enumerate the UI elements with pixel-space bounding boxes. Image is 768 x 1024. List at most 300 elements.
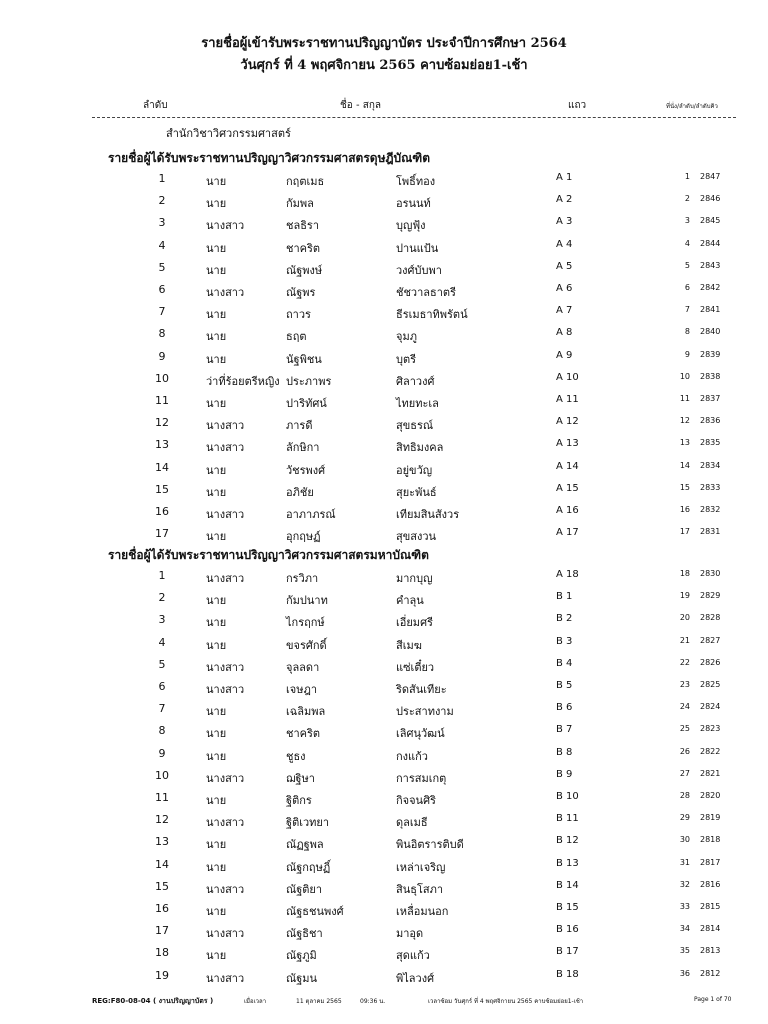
seat-number: 29 xyxy=(679,813,690,822)
row-number: 11 xyxy=(155,394,169,407)
first-name: ณัฏฐพล xyxy=(286,838,324,851)
seat-number: 12 xyxy=(679,416,690,425)
first-name: ชาคริต xyxy=(286,242,321,255)
queue-code: 2828 xyxy=(700,613,721,622)
row-number: 7 xyxy=(158,305,166,318)
list-item xyxy=(0,946,768,966)
seat-number: 23 xyxy=(679,680,690,689)
list-item xyxy=(0,261,768,281)
seat-number: 27 xyxy=(679,769,690,778)
seat-row: A 9 xyxy=(556,350,573,361)
seat-number: 33 xyxy=(679,902,690,911)
name-prefix: นางสาว xyxy=(206,972,245,985)
last-name: จุมภู xyxy=(396,330,417,343)
last-name: ชัชวาลธาตรี xyxy=(396,286,456,299)
seat-number: 16 xyxy=(679,505,690,514)
name-prefix: นาย xyxy=(206,750,227,763)
queue-code: 2831 xyxy=(700,527,721,536)
printed-label: เมื่อเวลา xyxy=(244,998,267,1005)
last-name: ริดสันเทียะ xyxy=(396,683,447,696)
seat-row: A 13 xyxy=(556,438,579,449)
last-name: เหล่าเจริญ xyxy=(396,861,446,874)
list-item xyxy=(0,969,768,989)
column-header-name: ชื่อ - สกุล xyxy=(340,100,382,111)
row-number: 16 xyxy=(155,902,169,915)
column-header-order: ลำดับ xyxy=(143,100,168,111)
list-item xyxy=(0,569,768,589)
last-name: อยู่ขวัญ xyxy=(396,464,433,477)
first-name: กฤตเมธ xyxy=(286,175,325,188)
seat-number: 30 xyxy=(679,835,690,844)
name-prefix: นาย xyxy=(206,639,227,652)
row-number: 13 xyxy=(155,438,169,451)
row-number: 17 xyxy=(155,527,169,540)
list-item xyxy=(0,505,768,525)
name-prefix: นางสาว xyxy=(206,219,245,232)
last-name: สีเมฆ xyxy=(396,639,422,652)
list-item xyxy=(0,880,768,900)
column-header-row: แถว xyxy=(568,100,587,111)
name-prefix: นางสาว xyxy=(206,772,245,785)
row-number: 2 xyxy=(158,194,166,207)
printed-time: 09:36 น. xyxy=(360,998,386,1005)
last-name: กงแก้ว xyxy=(396,750,428,763)
name-prefix: นาย xyxy=(206,530,227,543)
last-name: สุขสงวน xyxy=(396,530,437,543)
name-prefix: นาย xyxy=(206,727,227,740)
first-name: ชลธิรา xyxy=(286,219,320,232)
name-prefix: นางสาว xyxy=(206,883,245,896)
seat-row: A 7 xyxy=(556,305,573,316)
first-name: ปาริทัศน์ xyxy=(286,397,327,410)
last-name: เอี่ยมศรี xyxy=(396,616,433,629)
seat-row: A 5 xyxy=(556,261,573,272)
seat-row: A 6 xyxy=(556,283,573,294)
list-item xyxy=(0,527,768,547)
first-name: ฌฐิษา xyxy=(286,772,315,785)
first-name: ฐิติเวทยา xyxy=(286,816,330,829)
first-name: ธฤต xyxy=(286,330,307,343)
row-number: 12 xyxy=(155,813,169,826)
faculty-name: สำนักวิชาวิศวกรรมศาสตร์ xyxy=(166,127,291,140)
queue-code: 2818 xyxy=(700,835,721,844)
list-item xyxy=(0,769,768,789)
list-item xyxy=(0,680,768,700)
last-name: สุยะพันธ์ xyxy=(396,486,437,499)
queue-code: 2820 xyxy=(700,791,721,800)
seat-number: 20 xyxy=(679,613,690,622)
row-number: 7 xyxy=(158,702,166,715)
queue-code: 2834 xyxy=(700,461,721,470)
first-name: ณัฐพร xyxy=(286,286,316,299)
last-name: ศิลาวงศ์ xyxy=(396,375,435,388)
first-name: ณัฐภูมิ xyxy=(286,949,317,962)
page-number: Page 1 of 70 xyxy=(694,996,732,1003)
seat-number: 3 xyxy=(684,216,690,225)
queue-code: 2839 xyxy=(700,350,721,359)
queue-code: 2843 xyxy=(700,261,721,270)
queue-code: 2846 xyxy=(700,194,721,203)
row-number: 10 xyxy=(155,372,169,385)
queue-code: 2819 xyxy=(700,813,721,822)
name-prefix: นาย xyxy=(206,242,227,255)
name-prefix: นาย xyxy=(206,594,227,607)
queue-code: 2812 xyxy=(700,969,721,978)
last-name: วงศ์บับพา xyxy=(396,264,442,277)
seat-number: 32 xyxy=(679,880,690,889)
list-item xyxy=(0,902,768,922)
queue-code: 2838 xyxy=(700,372,721,381)
row-number: 13 xyxy=(155,835,169,848)
seat-row: A 18 xyxy=(556,569,579,580)
row-number: 15 xyxy=(155,483,169,496)
last-name: ดุลเมธี xyxy=(396,816,428,829)
seat-row: B 13 xyxy=(556,858,579,869)
last-name: เทียมสินสังวร xyxy=(396,508,460,521)
row-number: 14 xyxy=(155,858,169,871)
queue-code: 2814 xyxy=(700,924,721,933)
name-prefix: นางสาว xyxy=(206,683,245,696)
name-prefix: นาย xyxy=(206,705,227,718)
seat-row: B 18 xyxy=(556,969,579,980)
document-subtitle: วันศุกร์ ที่ 4 พฤศจิกายน 2565 คาบซ้อมย่อย1-เช้า xyxy=(240,58,528,73)
seat-row: B 11 xyxy=(556,813,579,824)
seat-row: B 6 xyxy=(556,702,573,713)
first-name: นัฐพิชน xyxy=(286,353,322,366)
seat-row: A 2 xyxy=(556,194,573,205)
seat-row: A 17 xyxy=(556,527,579,538)
seat-number: 28 xyxy=(679,791,690,800)
name-prefix: นาย xyxy=(206,353,227,366)
form-code: REG:F80-08-04 ( งานปริญญาบัตร ) xyxy=(92,997,214,1005)
queue-code: 2845 xyxy=(700,216,721,225)
list-item xyxy=(0,350,768,370)
list-item xyxy=(0,394,768,414)
seat-number: 24 xyxy=(679,702,690,711)
list-item xyxy=(0,283,768,303)
seat-number: 9 xyxy=(684,350,690,359)
name-prefix: นางสาว xyxy=(206,508,245,521)
last-name: พิไลวงศ์ xyxy=(396,972,435,985)
queue-code: 2829 xyxy=(700,591,721,600)
last-name: ไทยทะเล xyxy=(396,397,439,410)
last-name: บุญฟุ้ง xyxy=(396,219,426,232)
row-number: 9 xyxy=(158,747,166,760)
list-item xyxy=(0,747,768,767)
section-title: รายชื่อผู้ได้รับพระราชทานปริญญาวิศวกรรมศาสตรดุษฎีบัณฑิต xyxy=(108,151,431,165)
queue-code: 2833 xyxy=(700,483,721,492)
seat-row: B 9 xyxy=(556,769,573,780)
first-name: ชาคริต xyxy=(286,727,321,740)
row-number: 5 xyxy=(158,261,166,274)
row-number: 3 xyxy=(158,613,166,626)
row-number: 19 xyxy=(155,969,169,982)
first-name: วัชรพงศ์ xyxy=(286,464,326,477)
name-prefix: ว่าที่ร้อยตรีหญิง xyxy=(206,375,280,388)
last-name: สินธุโสภา xyxy=(396,883,443,896)
list-item xyxy=(0,483,768,503)
seat-number: 8 xyxy=(684,327,690,336)
name-prefix: นาย xyxy=(206,175,227,188)
first-name: ฐิติกร xyxy=(286,794,312,807)
first-name: ณัฐธชนพงศ์ xyxy=(286,905,344,918)
first-name: ภารดี xyxy=(286,419,313,432)
name-prefix: นาย xyxy=(206,905,227,918)
seat-row: A 11 xyxy=(556,394,579,405)
seat-row: A 8 xyxy=(556,327,573,338)
list-item xyxy=(0,813,768,833)
name-prefix: นางสาว xyxy=(206,816,245,829)
seat-row: A 3 xyxy=(556,216,573,227)
row-number: 8 xyxy=(158,327,166,340)
name-prefix: นาย xyxy=(206,949,227,962)
queue-code: 2835 xyxy=(700,438,721,447)
seat-row: A 14 xyxy=(556,461,579,472)
seat-row: A 16 xyxy=(556,505,579,516)
seat-number: 13 xyxy=(679,438,690,447)
list-item xyxy=(0,858,768,878)
seat-number: 18 xyxy=(679,569,690,578)
first-name: จุลลดา xyxy=(286,661,320,674)
name-prefix: นางสาว xyxy=(206,419,245,432)
seat-number: 6 xyxy=(684,283,690,292)
row-number: 6 xyxy=(158,283,166,296)
row-number: 1 xyxy=(158,569,166,582)
row-number: 3 xyxy=(158,216,166,229)
queue-code: 2847 xyxy=(700,172,721,181)
seat-row: B 7 xyxy=(556,724,573,735)
seat-number: 7 xyxy=(684,305,690,314)
list-item xyxy=(0,416,768,436)
session-info: เวลาซ้อม วันศุกร์ ที่ 4 พฤศจิกายน 2565 คาบซ้อมย่อย1-เช้า xyxy=(428,998,584,1005)
section-title: รายชื่อผู้ได้รับพระราชทานปริญญาวิศวกรรมศาสตรมหาบัณฑิต xyxy=(108,548,429,562)
row-number: 10 xyxy=(155,769,169,782)
first-name: ชูธง xyxy=(286,750,306,763)
seat-number: 5 xyxy=(684,261,690,270)
queue-code: 2827 xyxy=(700,636,721,645)
queue-code: 2837 xyxy=(700,394,721,403)
queue-code: 2844 xyxy=(700,239,721,248)
first-name: ไกรฤกษ์ xyxy=(286,616,325,629)
last-name: การสมเกตุ xyxy=(396,772,447,785)
seat-row: A 12 xyxy=(556,416,579,427)
queue-code: 2821 xyxy=(700,769,721,778)
list-item xyxy=(0,461,768,481)
queue-code: 2822 xyxy=(700,747,721,756)
name-prefix: นางสาว xyxy=(206,286,245,299)
last-name: มาอุด xyxy=(396,927,424,940)
first-name: ขจรศักดิ์ xyxy=(286,639,327,652)
row-number: 14 xyxy=(155,461,169,474)
first-name: ณัฐติยา xyxy=(286,883,323,896)
list-item xyxy=(0,702,768,722)
first-name: ณัฐพงษ์ xyxy=(286,264,323,277)
printed-date: 11 ตุลาคม 2565 xyxy=(296,998,342,1005)
first-name: ลักษิกา xyxy=(286,441,320,454)
row-number: 2 xyxy=(158,591,166,604)
seat-row: B 2 xyxy=(556,613,573,624)
seat-number: 34 xyxy=(679,924,690,933)
seat-number: 14 xyxy=(679,461,690,470)
seat-row: A 15 xyxy=(556,483,579,494)
list-item xyxy=(0,835,768,855)
name-prefix: นางสาว xyxy=(206,572,245,585)
name-prefix: นางสาว xyxy=(206,927,245,940)
document-title: รายชื่อผู้เข้ารับพระราชทานปริญญาบัตร ประจำปีการศึกษา 2564 xyxy=(201,36,567,51)
seat-row: A 4 xyxy=(556,239,573,250)
first-name: อุกฤษฏ์ xyxy=(286,530,321,543)
row-number: 1 xyxy=(158,172,166,185)
first-name: ประภาพร xyxy=(286,375,332,388)
first-name: กรวิภา xyxy=(286,572,319,585)
name-prefix: นาย xyxy=(206,264,227,277)
row-number: 11 xyxy=(155,791,169,804)
seat-number: 2 xyxy=(684,194,690,203)
queue-code: 2823 xyxy=(700,724,721,733)
row-number: 5 xyxy=(158,658,166,671)
list-item xyxy=(0,216,768,236)
seat-row: A 10 xyxy=(556,372,579,383)
last-name: ประสาทงาม xyxy=(396,705,454,718)
list-item xyxy=(0,658,768,678)
row-number: 17 xyxy=(155,924,169,937)
queue-code: 2832 xyxy=(700,505,721,514)
seat-row: B 10 xyxy=(556,791,579,802)
last-name: เลิศนุวัฒน์ xyxy=(396,727,445,740)
name-prefix: นาย xyxy=(206,464,227,477)
seat-number: 10 xyxy=(679,372,690,381)
first-name: เจษฎา xyxy=(286,683,318,696)
queue-code: 2830 xyxy=(700,569,721,578)
list-item xyxy=(0,194,768,214)
list-item xyxy=(0,636,768,656)
first-name: ณัฐมน xyxy=(286,972,318,985)
first-name: อภิชัย xyxy=(286,486,314,499)
list-item xyxy=(0,724,768,744)
seat-row: B 15 xyxy=(556,902,579,913)
row-number: 16 xyxy=(155,505,169,518)
seat-number: 36 xyxy=(679,969,690,978)
last-name: พินอิตรารติบดี xyxy=(396,838,464,851)
last-name: คำลุน xyxy=(396,594,424,607)
row-number: 8 xyxy=(158,724,166,737)
page-footer xyxy=(0,996,768,1010)
name-prefix: นาย xyxy=(206,197,227,210)
first-name: เฉลิมพล xyxy=(286,705,326,718)
seat-row: B 16 xyxy=(556,924,579,935)
seat-row: B 12 xyxy=(556,835,579,846)
list-item xyxy=(0,372,768,392)
seat-number: 21 xyxy=(679,636,690,645)
seat-number: 11 xyxy=(679,394,690,403)
first-name: ณัฐกฤษฏิ์ xyxy=(286,861,331,874)
name-prefix: นาย xyxy=(206,616,227,629)
name-prefix: นางสาว xyxy=(206,661,245,674)
seat-row: A 1 xyxy=(556,172,573,183)
last-name: ธีรเมธาทิพรัตน์ xyxy=(396,308,468,321)
first-name: กัมปนาท xyxy=(286,594,328,607)
last-name: บุตรี xyxy=(396,353,417,366)
last-name: แซ่เตี๋ยว xyxy=(396,661,435,674)
list-item xyxy=(0,924,768,944)
first-name: ถาวร xyxy=(286,308,311,321)
list-item xyxy=(0,591,768,611)
first-name: กัมพล xyxy=(286,197,314,210)
seat-number: 1 xyxy=(684,172,690,181)
row-number: 12 xyxy=(155,416,169,429)
seat-number: 31 xyxy=(679,858,690,867)
last-name: สิทธิมงคล xyxy=(396,441,444,454)
first-name: อาภาภรณ์ xyxy=(286,508,336,521)
seat-row: B 8 xyxy=(556,747,573,758)
seat-row: B 5 xyxy=(556,680,573,691)
seat-number: 22 xyxy=(679,658,690,667)
seat-number: 25 xyxy=(679,724,690,733)
name-prefix: นาย xyxy=(206,330,227,343)
queue-code: 2817 xyxy=(700,858,721,867)
queue-code: 2813 xyxy=(700,946,721,955)
last-name: ปานแป้น xyxy=(396,242,439,255)
first-name: ณัฐธิชา xyxy=(286,927,323,940)
row-number: 6 xyxy=(158,680,166,693)
queue-code: 2826 xyxy=(700,658,721,667)
queue-code: 2841 xyxy=(700,305,721,314)
seat-number: 15 xyxy=(679,483,690,492)
name-prefix: นาย xyxy=(206,397,227,410)
queue-code: 2824 xyxy=(700,702,721,711)
seat-number: 19 xyxy=(679,591,690,600)
seat-number: 4 xyxy=(684,239,690,248)
seat-row: B 4 xyxy=(556,658,573,669)
row-number: 4 xyxy=(158,636,166,649)
row-number: 4 xyxy=(158,239,166,252)
name-prefix: นางสาว xyxy=(206,441,245,454)
name-prefix: นาย xyxy=(206,838,227,851)
list-item xyxy=(0,172,768,192)
seat-row: B 17 xyxy=(556,946,579,957)
seat-number: 26 xyxy=(679,747,690,756)
name-prefix: นาย xyxy=(206,794,227,807)
header-divider xyxy=(92,117,736,118)
name-prefix: นาย xyxy=(206,861,227,874)
last-name: มากบุญ xyxy=(396,572,433,585)
list-item xyxy=(0,791,768,811)
column-header-seat: ที่นั่ง/ลำดับ/ลำดับคิว xyxy=(666,103,718,110)
last-name: โพธิ์ทอง xyxy=(396,175,436,188)
queue-code: 2840 xyxy=(700,327,721,336)
queue-code: 2816 xyxy=(700,880,721,889)
list-item xyxy=(0,327,768,347)
list-item xyxy=(0,613,768,633)
row-number: 18 xyxy=(155,946,169,959)
list-item xyxy=(0,305,768,325)
name-prefix: นาย xyxy=(206,486,227,499)
last-name: กิจจนศิริ xyxy=(396,794,436,807)
queue-code: 2836 xyxy=(700,416,721,425)
queue-code: 2815 xyxy=(700,902,721,911)
last-name: สุดแก้ว xyxy=(396,949,430,962)
queue-code: 2842 xyxy=(700,283,721,292)
queue-code: 2825 xyxy=(700,680,721,689)
row-number: 15 xyxy=(155,880,169,893)
row-number: 9 xyxy=(158,350,166,363)
seat-row: B 1 xyxy=(556,591,573,602)
name-prefix: นาย xyxy=(206,308,227,321)
seat-number: 17 xyxy=(679,527,690,536)
seat-row: B 14 xyxy=(556,880,579,891)
last-name: เหลื่อมนอก xyxy=(396,905,449,918)
list-item xyxy=(0,239,768,259)
